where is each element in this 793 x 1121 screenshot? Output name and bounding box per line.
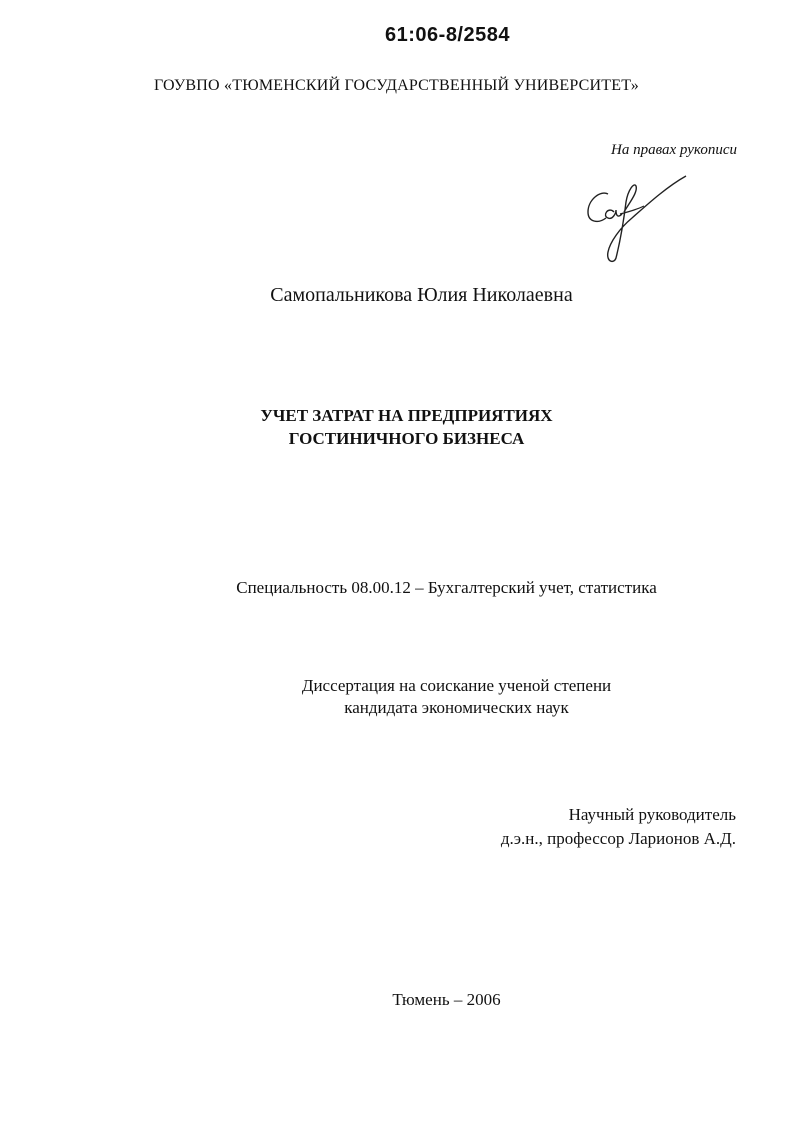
city-year: Тюмень – 2006 bbox=[392, 990, 501, 1009]
university-name: ГОУВПО «ТЮМЕНСКИЙ ГОСУДАРСТВЕННЫЙ УНИВЕРСИТЕТ» bbox=[154, 77, 639, 94]
title-line-2: ГОСТИНИЧНОГО БИЗНЕСА bbox=[288, 429, 525, 448]
rights-note: На правах рукописи bbox=[611, 142, 737, 158]
supervisor-name: д.э.н., профессор Ларионов А.Д. bbox=[500, 829, 736, 848]
supervisor-role: Научный руководитель bbox=[568, 805, 736, 824]
dissertation-title bbox=[0, 404, 793, 450]
signature-image bbox=[580, 172, 700, 267]
specialty: Специальность 08.00.12 – Бухгалтерский учет, статистика bbox=[236, 578, 657, 597]
archive-number: 61:06-8/2584 bbox=[385, 24, 510, 46]
degree-line-2: кандидата экономических наук bbox=[344, 698, 569, 717]
title-line-1: УЧЕТ ЗАТРАТ НА ПРЕДПРИЯТИЯХ bbox=[260, 406, 553, 425]
author-name: Самопальникова Юлия Николаевна bbox=[270, 284, 573, 306]
degree-line-1: Диссертация на соискание ученой степени bbox=[301, 676, 612, 695]
supervisor-block bbox=[501, 803, 736, 851]
degree-statement bbox=[0, 675, 793, 719]
